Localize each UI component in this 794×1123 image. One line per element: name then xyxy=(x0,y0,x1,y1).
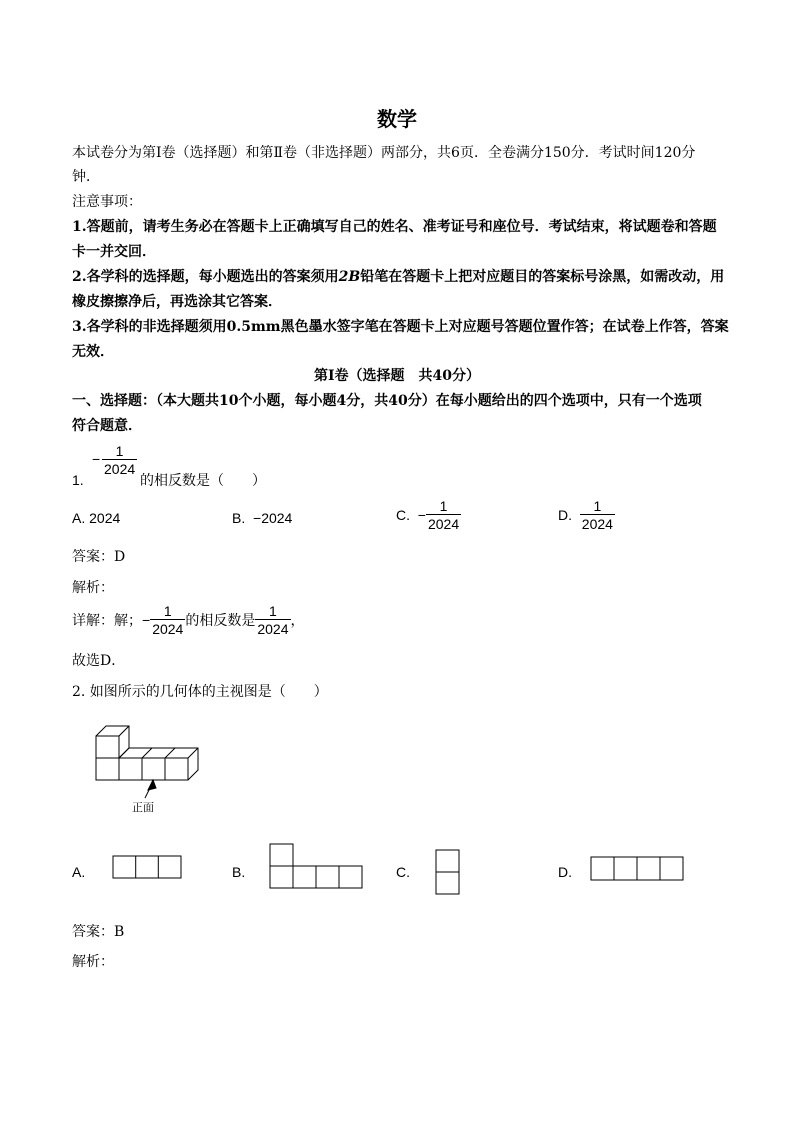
q2-option-c-label: C. xyxy=(396,864,410,880)
intro-line-1: 本试卷分为第Ⅰ卷（选择题）和第Ⅱ卷（非选择题）两部分，共6页．全卷满分150分．考试时间120分 xyxy=(72,145,696,161)
q2-option-a-label: A. xyxy=(72,864,86,880)
option-c-minus: − xyxy=(417,507,426,523)
detail-num-1: 1 xyxy=(163,603,172,619)
option-c-num: 1 xyxy=(439,498,448,514)
fig-cube-1 xyxy=(96,758,119,780)
q1-fraction xyxy=(102,443,137,477)
intro-line-2: 钟． xyxy=(72,169,100,185)
section-title: 第Ⅰ卷（选择题 共40分） xyxy=(313,368,481,384)
fig-edge-3 xyxy=(165,748,175,758)
q1-minus: − xyxy=(92,451,101,467)
option-b-label: B. xyxy=(232,510,246,526)
q1-conclusion: 故选D． xyxy=(72,653,126,669)
q2-answer: 答案：B xyxy=(72,924,125,940)
detail-den-2: 2024 xyxy=(257,621,289,637)
q1-option-a xyxy=(72,510,120,526)
fig-top-cube-front xyxy=(96,736,119,758)
detail-end: ， xyxy=(290,613,305,629)
q1-stem: 的相反数是（ ） xyxy=(140,473,266,489)
note-2-part-c: 铅笔在答题卡上把对应题目的答案标号涂黑，如需改动，用 xyxy=(360,269,725,285)
note-1-line-2: 卡一并交回． xyxy=(72,244,156,260)
q1-detail xyxy=(72,603,305,637)
q2-option-a-figure xyxy=(112,855,184,881)
q2-option-c-figure xyxy=(435,849,463,897)
q2-stem: 2. 如图所示的几何体的主视图是（ ） xyxy=(72,684,328,700)
fig-edge-4 xyxy=(188,748,198,758)
detail-mid: 的相反数是 xyxy=(185,613,256,629)
q2-option-d-label: D. xyxy=(558,864,572,880)
q1-analysis: 解析： xyxy=(72,580,114,596)
fig-cube-3 xyxy=(142,758,165,780)
q1-option-b xyxy=(232,510,292,526)
fig-arrow-head xyxy=(148,780,156,790)
detail-num-2: 1 xyxy=(269,603,277,619)
part1-line-1: 一、选择题：（本大题共10个小题，每小题4分，共40分）在每小题给出的四个选项中，只有一个选项 xyxy=(72,393,702,409)
detail-den-1: 2024 xyxy=(152,621,184,637)
q1-option-c xyxy=(396,498,461,532)
fig-edge-1 xyxy=(119,748,129,758)
q1-frac-den: 2024 xyxy=(104,461,136,477)
option-a-label: A. xyxy=(72,510,86,526)
q2-option-d-figure xyxy=(590,856,686,882)
front-label: 正面 xyxy=(132,802,154,814)
q1-number: 1. xyxy=(72,472,84,488)
q2-analysis: 解析： xyxy=(72,954,114,970)
note-2-pencil: 2B xyxy=(338,269,361,285)
note-2-part-a: 2.各学科的选择题，每小题选出的答案须用 xyxy=(72,269,339,285)
notes-heading: 注意事项： xyxy=(72,194,142,210)
part1-line-2: 符合题意． xyxy=(72,418,142,434)
fig-top-cube-edge xyxy=(119,726,129,736)
option-a-value: 2024 xyxy=(89,510,121,526)
option-d-num: 1 xyxy=(593,498,602,514)
page-title: 数学 xyxy=(377,107,417,131)
q2-option-b-figure xyxy=(269,843,365,891)
detail-prefix: 详解：解； xyxy=(72,613,142,629)
q1-frac-num: 1 xyxy=(115,443,124,459)
option-b-value: −2024 xyxy=(253,510,293,526)
q2-option-b-label: B. xyxy=(232,864,246,880)
q1-answer: 答案：D xyxy=(72,549,126,565)
note-3-line-2: 无效． xyxy=(72,344,114,360)
option-d-den: 2024 xyxy=(581,516,613,532)
fig-edge-2 xyxy=(142,748,152,758)
fig-cube-2 xyxy=(119,758,142,780)
note-3-line-1: 3.各学科的非选择题须用0.5mm黑色墨水签字笔在答题卡上对应题号答题位置作答；在试卷上作答，答案 xyxy=(72,319,729,335)
note-2-line-1 xyxy=(72,266,724,286)
option-d-label: D. xyxy=(558,507,572,523)
detail-minus: − xyxy=(142,612,151,628)
option-c-label: C. xyxy=(396,507,410,523)
note-2-line-2: 橡皮擦擦净后，再选涂其它答案． xyxy=(72,294,282,310)
option-c-den: 2024 xyxy=(427,516,460,532)
q1-option-d xyxy=(558,498,615,532)
note-1-line-1: 1.答题前，请考生务必在答题卡上正确填写自己的姓名、准考证号和座位号．考试结束，将试题卷和答题 xyxy=(72,219,717,235)
fig-cube-4 xyxy=(165,758,188,780)
